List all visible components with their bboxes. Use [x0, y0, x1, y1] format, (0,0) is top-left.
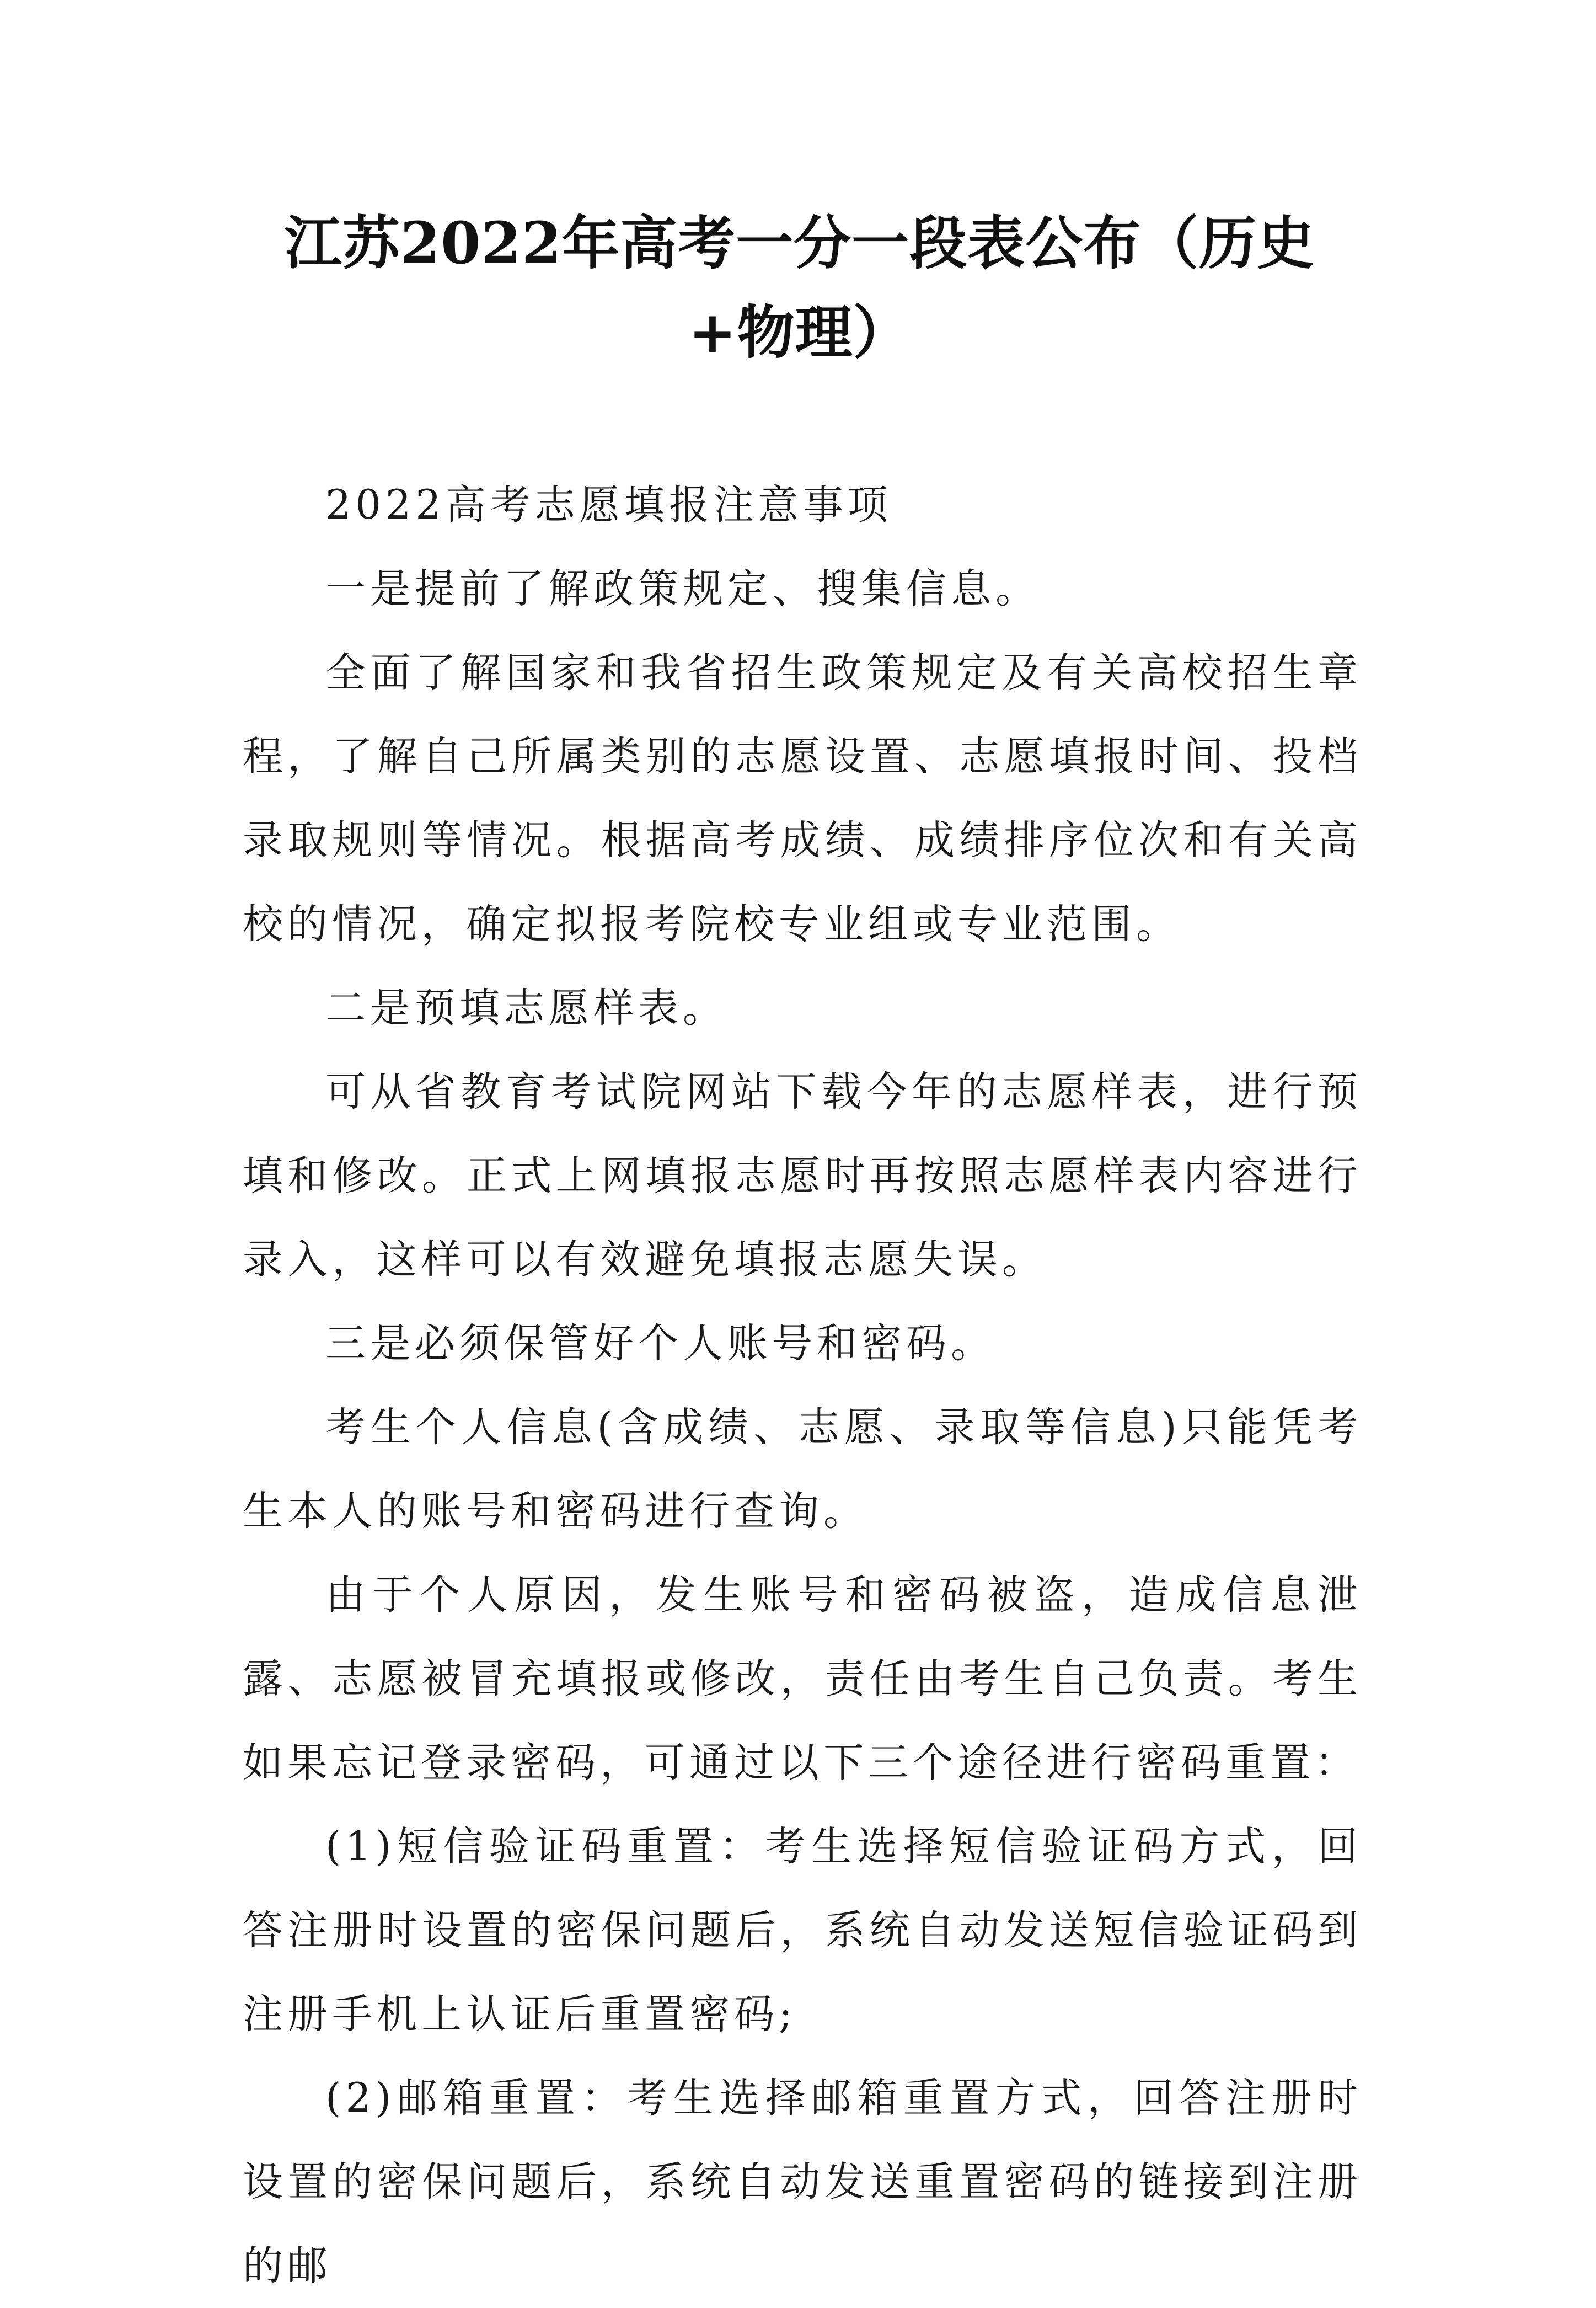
point-three-heading: 三是必须保管好个人账号和密码。	[325, 1320, 995, 1367]
point-one-paragraph: 全面了解国家和我省招生政策规定及有关高校招生章程，了解自己所属类别的志愿设置、志愿填报时间、投档录取规则等情况。根据高考成绩、成绩排序位次和有关高校的情况，确定拟报考院校专业组或专业范围。	[243, 649, 1362, 948]
document-body	[243, 463, 1362, 2308]
point-one-heading: 一是提前了解政策规定、搜集信息。	[325, 565, 1040, 612]
point-two-paragraph: 可从省教育考试院网站下载今年的志愿样表，进行预填和修改。正式上网填报志愿时再按照志愿样表内容进行录入，这样可以有效避免填报志愿失误。	[243, 1068, 1362, 1283]
point-two-heading: 二是预填志愿样表。	[325, 985, 727, 1032]
document-title: 江苏2022年高考一分一段表公布（历史+物理）	[284, 209, 1315, 366]
point-three-paragraph: 考生个人信息(含成绩、志愿、录取等信息)只能凭考生本人的账号和密码进行查询。	[243, 1404, 1362, 1535]
section-heading-notes: 2022高考志愿填报注意事项	[325, 482, 892, 528]
sms-reset-paragraph: (1)短信验证码重置：考生选择短信验证码方式，回答注册时设置的密保问题后，系统自动发送短信验证码到注册手机上认证后重置密码;	[243, 1823, 1362, 2038]
email-reset-paragraph: (2)邮箱重置：考生选择邮箱重置方式，回答注册时设置的密保问题后，系统自动发送重置密码的链接到注册的邮	[243, 2075, 1362, 2289]
password-reset-intro-paragraph: 由于个人原因，发生账号和密码被盗，造成信息泄露、志愿被冒充填报或修改，责任由考生自己负责。考生如果忘记登录密码，可通过以下三个途径进行密码重置：	[243, 1572, 1362, 1786]
